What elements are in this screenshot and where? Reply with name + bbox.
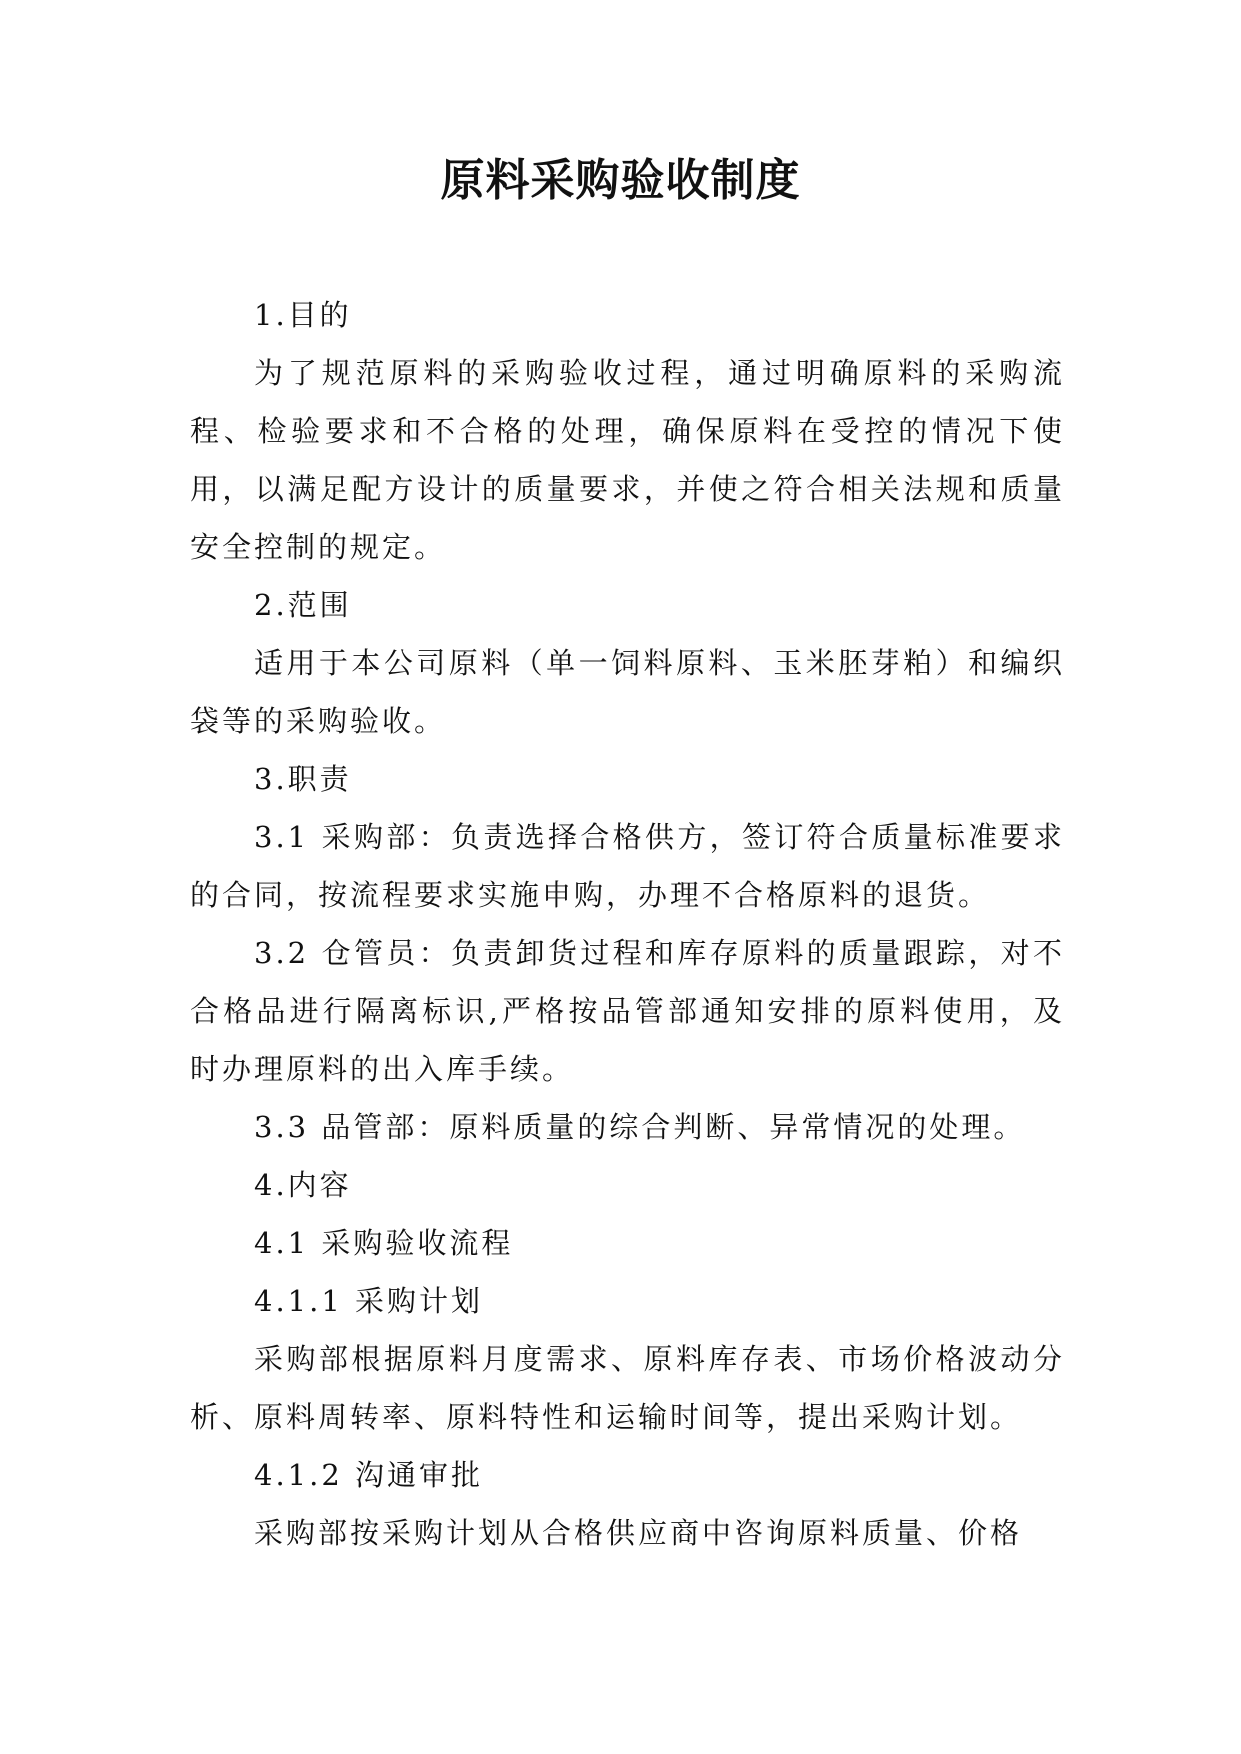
heading-approval: 4.1.2 沟通审批: [254, 1458, 484, 1492]
heading-process: 4.1 采购验收流程: [254, 1226, 514, 1260]
paragraph-quality-dept: 3.3 品管部：原料质量的综合判断、异常情况的处理。: [254, 1110, 1026, 1144]
heading-responsibilities: 3.职责: [254, 762, 352, 796]
paragraph-purchase-plan: 采购部根据原料月度需求、原料库存表、市场价格波动分析、原料周转率、原料特性和运输时间等，提出采购计划。: [190, 1342, 1065, 1434]
paragraph-purchasing-dept: 3.1 采购部：负责选择合格供方，签订符合质量标准要求的合同，按流程要求实施申购，办理不合格原料的退货。: [190, 820, 1065, 912]
heading-content: 4.内容: [254, 1168, 352, 1202]
paragraph-approval: 采购部按采购计划从合格供应商中咨询原料质量、价格: [254, 1516, 1023, 1550]
document-body: [190, 286, 1065, 1562]
heading-purchase-plan: 4.1.1 采购计划: [254, 1284, 484, 1318]
paragraph-warehouse-keeper: 3.2 仓管员：负责卸货过程和库存原料的质量跟踪，对不合格品进行隔离标识,严格按品管部通知安排的原料使用，及时办理原料的出入库手续。: [190, 936, 1065, 1086]
heading-scope: 2.范围: [254, 588, 352, 622]
heading-purpose: 1.目的: [254, 298, 352, 332]
paragraph-scope: 适用于本公司原料（单一饲料原料、玉米胚芽粕）和编织袋等的采购验收。: [190, 646, 1065, 738]
document-title: 原料采购验收制度: [440, 155, 801, 206]
paragraph-purpose: 为了规范原料的采购验收过程，通过明确原料的采购流程、检验要求和不合格的处理，确保原料在受控的情况下使用，以满足配方设计的质量要求，并使之符合相关法规和质量安全控制的规定。: [190, 356, 1065, 564]
